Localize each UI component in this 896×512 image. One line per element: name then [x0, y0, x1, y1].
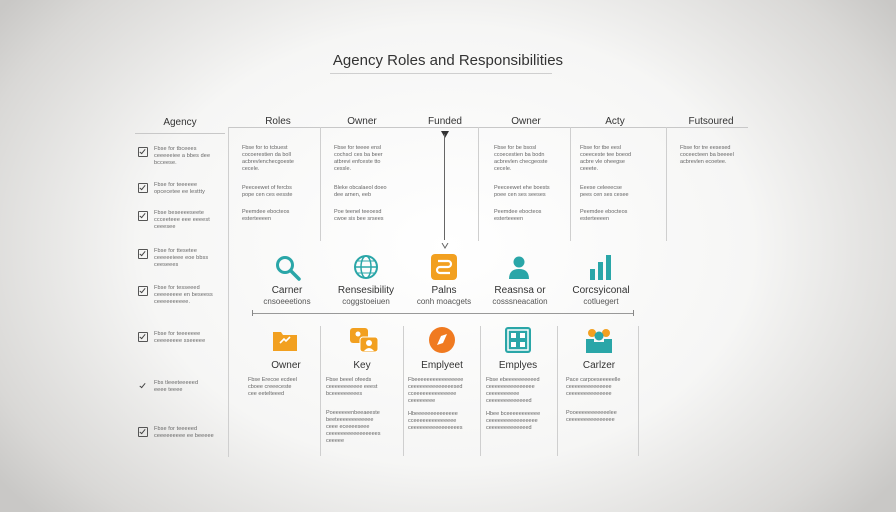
- header-rule-left: [135, 133, 225, 134]
- sidebar-row-3: Fbse beseeeeseete ccceeteee eee eeeest ceeesee: [138, 210, 228, 231]
- mid-bracket-rule: [252, 313, 634, 314]
- grid-vline-b1: [320, 326, 321, 456]
- magnifier-icon: [274, 254, 302, 287]
- checkbox-icon: [138, 183, 148, 193]
- top-cell-2: Fbse for teeee ensl cochscl ces ba beer atbrevi enfceste tto cessle. Bleke obcalaeol doeo dee arnen, eeb Poe teenel teeoesd cwoe sis bee srsees: [334, 145, 387, 222]
- calculator-icon: [504, 326, 532, 359]
- funded-arrow-head-icon: [441, 236, 449, 242]
- grid-vline-b2: [403, 326, 404, 456]
- grid-vline-1: [228, 127, 229, 457]
- mid-label-2: Rensesibility coggstoeiuen: [337, 285, 395, 306]
- people-icon: [349, 326, 379, 359]
- top-cell-5: Fbse for tre eesesed coceecteen ba beeeel acbrevlen ecoetee.: [680, 145, 734, 165]
- mid-label-5: Corcsyiconal cotluegert: [572, 285, 630, 306]
- mid-label-4: Reasnsa or cosssneacation: [492, 285, 548, 306]
- header-agency: Agency: [163, 117, 197, 128]
- grid-vline-4: [570, 127, 571, 241]
- bottom-label-4: Emplyes: [498, 360, 538, 371]
- blank-marker-icon: [138, 381, 148, 391]
- sidebar-row-1: Fbse for tbceees ceeeeeiee a bbes dee bcceese.: [138, 146, 228, 167]
- folder-icon: [272, 328, 298, 357]
- bottom-label-3: Emplyeet: [421, 360, 463, 371]
- checkbox-icon: [138, 147, 148, 157]
- sidebar-row-8: Fbse for teeeeed ceeeeeeeee ee beeeee: [138, 426, 228, 440]
- grid-vline-b4: [557, 326, 558, 456]
- mid-label-3: Palns conh moacgets: [416, 285, 472, 306]
- bottom-text-1: Fbse Erecoe ecdeel cboee creeeceste cee eetelteeed: [248, 377, 297, 397]
- checkbox-icon: [138, 286, 148, 296]
- mid-bracket-tick-left: [252, 310, 253, 316]
- header-owner-2: Owner: [511, 116, 541, 127]
- compass-icon: [428, 326, 456, 359]
- checkbox-icon: [138, 211, 148, 221]
- sidebar-row-7: Fbs tleeeteeeeed eeee teeee: [138, 380, 228, 394]
- top-cell-1: Fbse for to tcbuest cocoerestien da boll acbrevlenchecgoeste cecele. Peeceewet of fercbs pope cen ces eesste Peemdee ebocteos esterteeeen: [242, 145, 294, 222]
- document-icon: [430, 253, 458, 286]
- grid-vline-5: [666, 127, 667, 241]
- bar-chart-icon: [588, 253, 614, 286]
- sidebar-row-4: Fbse for ttesetee ceeeeeieee eoe bbss ceeseees: [138, 248, 228, 269]
- top-cell-4: Fbse for tbe eesl coeeceste tee boeod acbre vle oheegse ceeete. Eeese celeeecse pees cen ses cesee Peemdee ebocteos esterteeeen: [580, 145, 632, 222]
- mid-bracket-tick-right: [633, 310, 634, 316]
- grid-vline-b5: [638, 326, 639, 456]
- sidebar-row-2: Fbse for teeeeee opcecetee ee lesttty: [138, 182, 228, 196]
- grid-vline-b3: [480, 326, 481, 456]
- funded-arrow-line: [444, 134, 445, 240]
- funded-triangle-icon: [441, 126, 449, 134]
- checkbox-icon: [138, 332, 148, 342]
- header-roles: Roles: [265, 116, 291, 127]
- bottom-label-1: Owner: [271, 360, 301, 371]
- group-icon: [584, 326, 614, 359]
- globe-icon: [353, 254, 379, 285]
- top-cell-3: Fbse for be bsosl ccoecestien ba bodn acbrevlen checgeoste cecele. Peeceewet ehe boests poee cen ses seeses Peemdee ebocteos esterteeeen: [494, 145, 550, 222]
- person-icon: [506, 254, 532, 285]
- bottom-text-3: Fbeeeeeeeeeeeeeeee ceeeeeeeeeeeeeesed cceeeeeeeeeeeeee ceeeeeeee Hbeeeeeeeeeeeeee cceeeeeeeeeeeeee ceeeeeeeeeeeeeeees: [408, 377, 464, 431]
- page-title: Agency Roles and Responsibilities: [332, 52, 564, 69]
- sidebar-row-5: Fbse for tesseeed ceeeeeeee en beseess ceeeeeeeeee.: [138, 285, 228, 306]
- header-acty: Acty: [605, 116, 625, 127]
- checkbox-icon: [138, 249, 148, 259]
- header-rule-main: [228, 127, 748, 128]
- mid-label-1: Carner cnsoeeetions: [263, 285, 311, 306]
- grid-vline-2: [320, 127, 321, 241]
- header-owner: Owner: [347, 116, 377, 127]
- grid-vline-3: [478, 127, 479, 241]
- sidebar-row-6: Fbse for teeeeeee ceeeeeeee sseeeee: [138, 331, 228, 345]
- bottom-label-5: Carlzer: [582, 360, 616, 371]
- header-funded: Funded: [428, 116, 462, 127]
- bottom-text-5: Pace carpoeseeeeelle ceeeeeeeeeeeeee ceeeeeeeeeeeeee Pooeeeeeeeeeeelee ceeeeeeeeeeeeeee: [566, 377, 621, 423]
- header-futsoured: Futsoured: [688, 116, 734, 127]
- checkbox-icon: [138, 427, 148, 437]
- title-underline: [330, 73, 552, 74]
- bottom-label-2: Key: [353, 360, 371, 371]
- bottom-text-2: Fbse beeel ofeeds ceeeeeeeeeee eeest bceeeeeeeees Poeeeeeenbeeaeeste beeteeeeeeeeeeee ceee eceeeeseee ceeeeeeeeeeeeeeees ceeeee: [326, 377, 381, 444]
- bottom-text-4: Fbse ebeeeeeeeeeed ceeeeeeeeeeeeeee ceeeeeeeeee ceeeeeeeeeeeeed Hbee bceeeeeeeeeee ceeeeeeeeeeeeeeee ceeeeeeeeeeeeed: [486, 377, 541, 431]
